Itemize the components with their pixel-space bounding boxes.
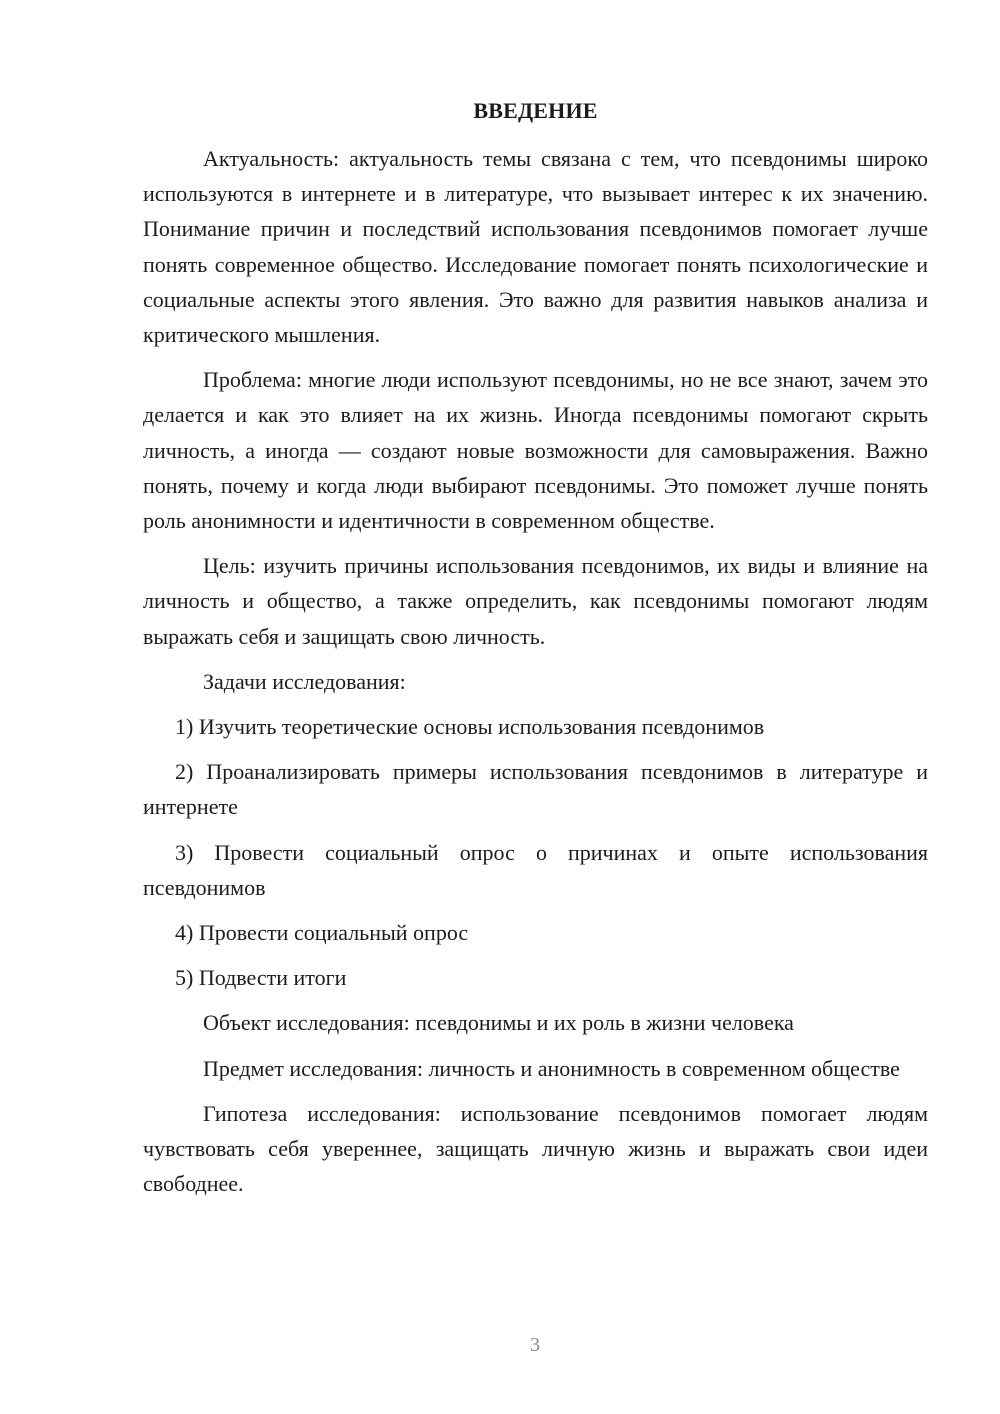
section-title: ВВЕДЕНИЕ: [473, 98, 598, 123]
task-item-5: 5) Подвести итоги: [175, 965, 347, 991]
research-object-paragraph: Объект исследования: псевдонимы и их роль в жизни человека: [203, 1010, 794, 1036]
research-subject-paragraph: Предмет исследования: личность и анонимность в современном обществе: [203, 1055, 900, 1081]
task-item-3: 3) Провести социальный опрос о причинах и опыте использования псевдонимов: [143, 839, 928, 900]
introduction-body: [143, 141, 928, 1201]
task-item-4: 4) Провести социальный опрос: [175, 920, 469, 946]
relevance-paragraph: Актуальность: актуальность темы связана с тем, что псевдонимы широко используются в интернете и в литературе, что вызывает интерес к их значению. Понимание причин и последствий использования псевдонимов помогает лучше понять современное общество. Исследование помогает понять психологические и социальные аспекты этого явления. Это важно для развития навыков анализа и критического мышления.: [143, 146, 928, 348]
task-item-1: 1) Изучить теоретические основы использования псевдонимов: [175, 714, 765, 740]
goal-paragraph: Цель: изучить причины использования псевдонимов, их виды и влияние на личность и общество, а также определить, как псевдонимы помогают людям выражать себя и защищать свою личность.: [143, 553, 928, 649]
hypothesis-paragraph: Гипотеза исследования: использование псевдонимов помогает людям чувствовать себя увереннее, защищать личную жизнь и выражать свои идеи свободнее.: [143, 1100, 928, 1197]
task-item-2: 2) Проанализировать примеры использования псевдонимов в литературе и интернете: [143, 759, 928, 820]
problem-paragraph: Проблема: многие люди используют псевдонимы, но не все знают, зачем это делается и как это влияет на их жизнь. Иногда псевдонимы помогают скрыть личность, а иногда — создают новые возможности для самовыражения. Важно понять, почему и когда люди выбирают псевдонимы. Это поможет лучше понять роль анонимности и идентичности в современном обществе.: [143, 367, 928, 534]
page-number: 3: [530, 1334, 540, 1356]
tasks-heading: Задачи исследования:: [203, 668, 406, 694]
